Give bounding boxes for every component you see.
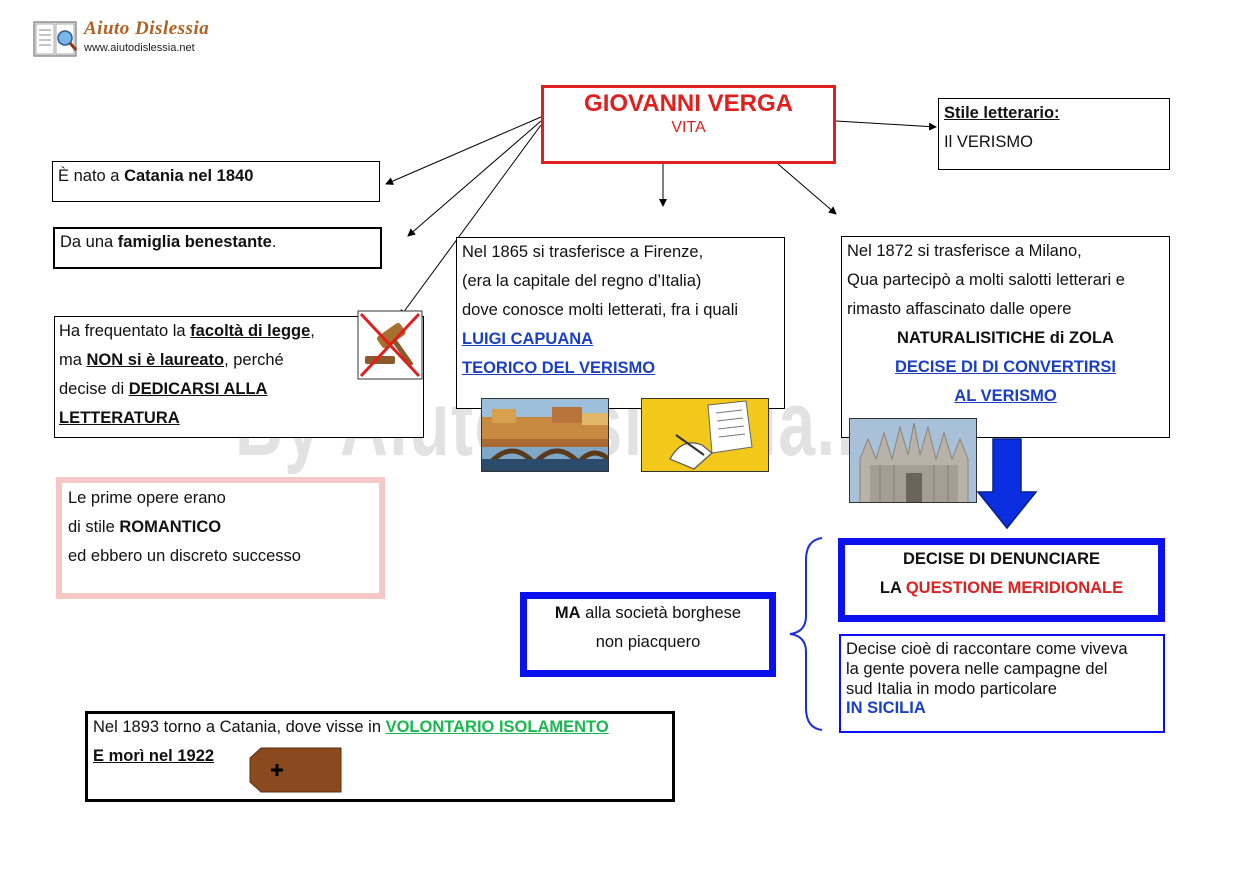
milan-box (841, 236, 1170, 438)
down-arrow-icon (976, 438, 1038, 530)
racconto-line-1: Decise cioè di raccontare come viveva (846, 640, 1128, 658)
denuncia-l2-prefix: LA (879, 579, 906, 597)
central-node (541, 85, 836, 164)
denuncia-l2-red: QUESTIONE MERIDIONALE (905, 579, 1124, 597)
study-l2-prefix: ma (59, 351, 87, 369)
family-text (60, 233, 276, 252)
florence-line-4: LUIGI CAPUANA (462, 330, 594, 348)
borghese-l1-rest: alla società borghese (580, 604, 742, 622)
study-line-1 (59, 322, 315, 341)
milan-cathedral-photo (849, 418, 977, 503)
death-line-2: E morì nel 1922 (93, 747, 215, 765)
racconto-line-4: IN SICILIA (846, 699, 926, 717)
family-box (53, 227, 382, 269)
birth-bold: Catania nel 1840 (124, 167, 254, 185)
borghese-l1-bold: MA (554, 604, 581, 622)
borghese-line-1 (527, 604, 769, 623)
ponte-vecchio-photo (481, 398, 609, 472)
racconto-line-3: sud Italia in modo particolare (846, 680, 1057, 698)
denuncia-line-2 (845, 579, 1158, 598)
curly-brace-icon (786, 536, 826, 732)
florence-line-5: TEORICO DEL VERISMO (462, 359, 656, 377)
milan-line-2: Qua partecipò a molti salotti letterari e (847, 271, 1125, 289)
family-suffix: . (271, 233, 277, 251)
racconto-line-2: la gente povera nelle campagne del (846, 660, 1108, 678)
racconto-box (839, 634, 1165, 733)
study-l2-bold: NON si è laureato (86, 351, 225, 369)
borghese-line-2: non piacquero (595, 633, 701, 651)
stile-value: Il VERISMO (944, 133, 1033, 151)
study-box (54, 316, 424, 438)
study-line-3 (59, 380, 267, 399)
study-l3-bold: DEDICARSI ALLA (128, 380, 268, 398)
florence-line-2: (era la capitale del regno d’Italia) (462, 272, 702, 290)
study-l2-suffix: , perché (224, 351, 284, 369)
milan-line-1: Nel 1872 si trasferisce a Milano, (847, 242, 1082, 260)
milan-line-5: DECISE DI DI CONVERTIRSI (895, 358, 1116, 376)
romantic-line-1: Le prime opere erano (68, 489, 226, 507)
milan-line-3: rimasto affascinato dalle opere (847, 300, 1072, 318)
gavel-crossed-icon (357, 310, 423, 380)
logo-url: www.aiutodislessia.net (84, 42, 195, 54)
study-line-4: LETTERATURA (59, 409, 180, 427)
florence-line-3: dove conosce molti letterati, fra i quali (462, 301, 739, 319)
study-l1-suffix: , (310, 322, 315, 340)
death-l1-prefix: Nel 1893 torno a Catania, dove visse in (93, 718, 386, 736)
writing-hand-picture (641, 398, 769, 472)
denuncia-box (838, 538, 1165, 622)
death-box (85, 711, 675, 802)
florence-line-1: Nel 1865 si trasferisce a Firenze, (462, 243, 704, 261)
logo-title: Aiuto Dislessia (84, 18, 210, 39)
romantic-line-2 (68, 518, 221, 537)
stile-label: Stile letterario: (944, 104, 1060, 122)
coffin-icon (249, 746, 343, 794)
study-l3-prefix: decise di (59, 380, 129, 398)
death-l1-green: VOLONTARIO ISOLAMENTO (385, 718, 609, 736)
birth-prefix: È nato a (58, 167, 125, 185)
family-prefix: Da una (60, 233, 118, 251)
borghese-box (520, 592, 776, 677)
central-title: GIOVANNI VERGA (584, 90, 793, 117)
denuncia-line-1: DECISE DI DENUNCIARE (902, 550, 1101, 568)
study-l1-prefix: Ha frequentato la (59, 322, 191, 340)
central-subtitle: VITA (671, 119, 706, 136)
florence-box (456, 237, 785, 409)
study-l1-bold: facoltà di legge (190, 322, 311, 340)
milan-line-6: AL VERISMO (954, 387, 1057, 405)
romantic-l2-prefix: di stile (68, 518, 120, 536)
milan-line-4: NATURALISITICHE di ZOLA (897, 329, 1114, 347)
romantic-line-3: ed ebbero un discreto successo (68, 547, 301, 565)
study-line-2 (59, 351, 284, 370)
family-bold: famiglia benestante (117, 233, 272, 251)
death-line-1 (93, 718, 609, 737)
romantic-box (56, 477, 385, 599)
birth-text (58, 167, 253, 186)
birth-box (52, 161, 380, 202)
watermark: AiutoDislessia.net (339, 373, 941, 475)
stile-box (938, 98, 1170, 170)
romantic-l2-bold: ROMANTICO (119, 518, 222, 536)
